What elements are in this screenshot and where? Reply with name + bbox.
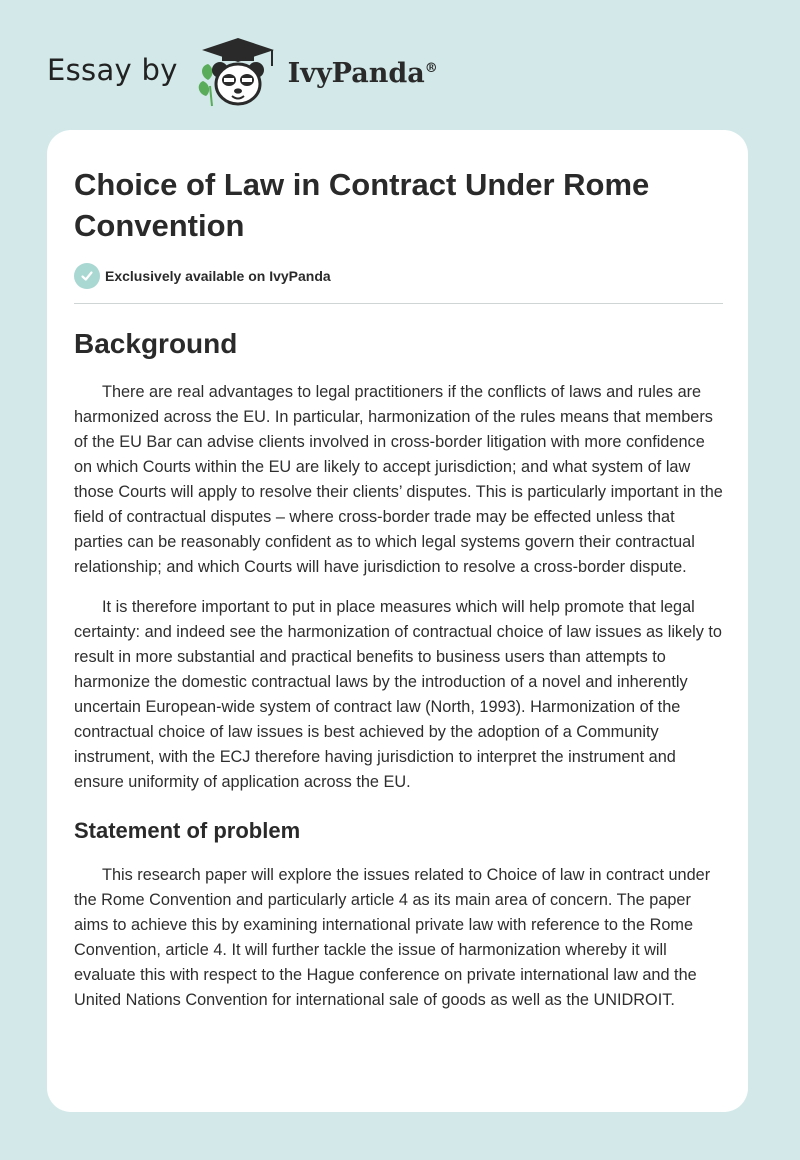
- registered-mark: ®: [424, 60, 438, 76]
- brand-name[interactable]: [288, 58, 438, 89]
- section-heading: Statement of problem: [74, 818, 301, 843]
- exclusive-badge: [74, 263, 331, 289]
- article-card: [47, 130, 748, 1112]
- section-heading: Background: [74, 328, 238, 359]
- essay-by-label: Essay by: [47, 53, 178, 87]
- title-divider: [74, 303, 723, 304]
- exclusive-badge-label: Exclusively available on IvyPanda: [105, 268, 331, 284]
- check-icon: [74, 263, 100, 289]
- paragraph: There are real advantages to legal practitioners if the conflicts of laws and rules are harmonized across the EU. In particular, harmonization of the rules means that members of the EU Bar can advise clients involved in cross-border litigation with more confidence on which Courts within the EU are likely to accept jurisdiction; and what system of law those Courts will apply to resolve their clients’ disputes. This is particularly important in the field of contractual disputes – where cross-border trade may be effected unless that parties can be reasonably confident as to which legal systems govern their contractual relationship; and which Courts will have jurisdiction to resolve a cross-border dispute.: [74, 383, 723, 576]
- page-title: Choice of Law in Contract Under Rome Convention: [74, 167, 650, 243]
- brand-name-text: IvyPanda: [287, 57, 425, 89]
- ivy-leaf-icon: [198, 64, 212, 106]
- site-header: [47, 36, 438, 108]
- panda-logo-icon[interactable]: [194, 36, 282, 108]
- article-body: [74, 326, 724, 1028]
- paragraph: It is therefore important to put in place measures which will help promote that legal certainty: and indeed see the harmonization of contractual choice of law issues as likely to result in more substantial and practical benefits to business users than attempts to harmonize the domestic contractual laws by the introduction of a novel and inherently uncertain European-wide system of contract law (North, 1993). Harmonization of the contractual choice of law issues is best achieved by the adoption of a Community instrument, with the ECJ therefore having jurisdiction to interpret the instrument and ensure uniformity of application across the EU.: [74, 598, 722, 791]
- paragraph: This research paper will explore the issues related to Choice of law in contract under the Rome Convention and particularly article 4 as its main area of concern. The paper aims to achieve this by examining international private law with reference to the Rome Convention, article 4. It will further tackle the issue of harmonization whereby it will evaluate this with respect to the Hague conference on private international law and the United Nations Convention for international sale of goods as well as the UNIDROIT.: [74, 866, 711, 1009]
